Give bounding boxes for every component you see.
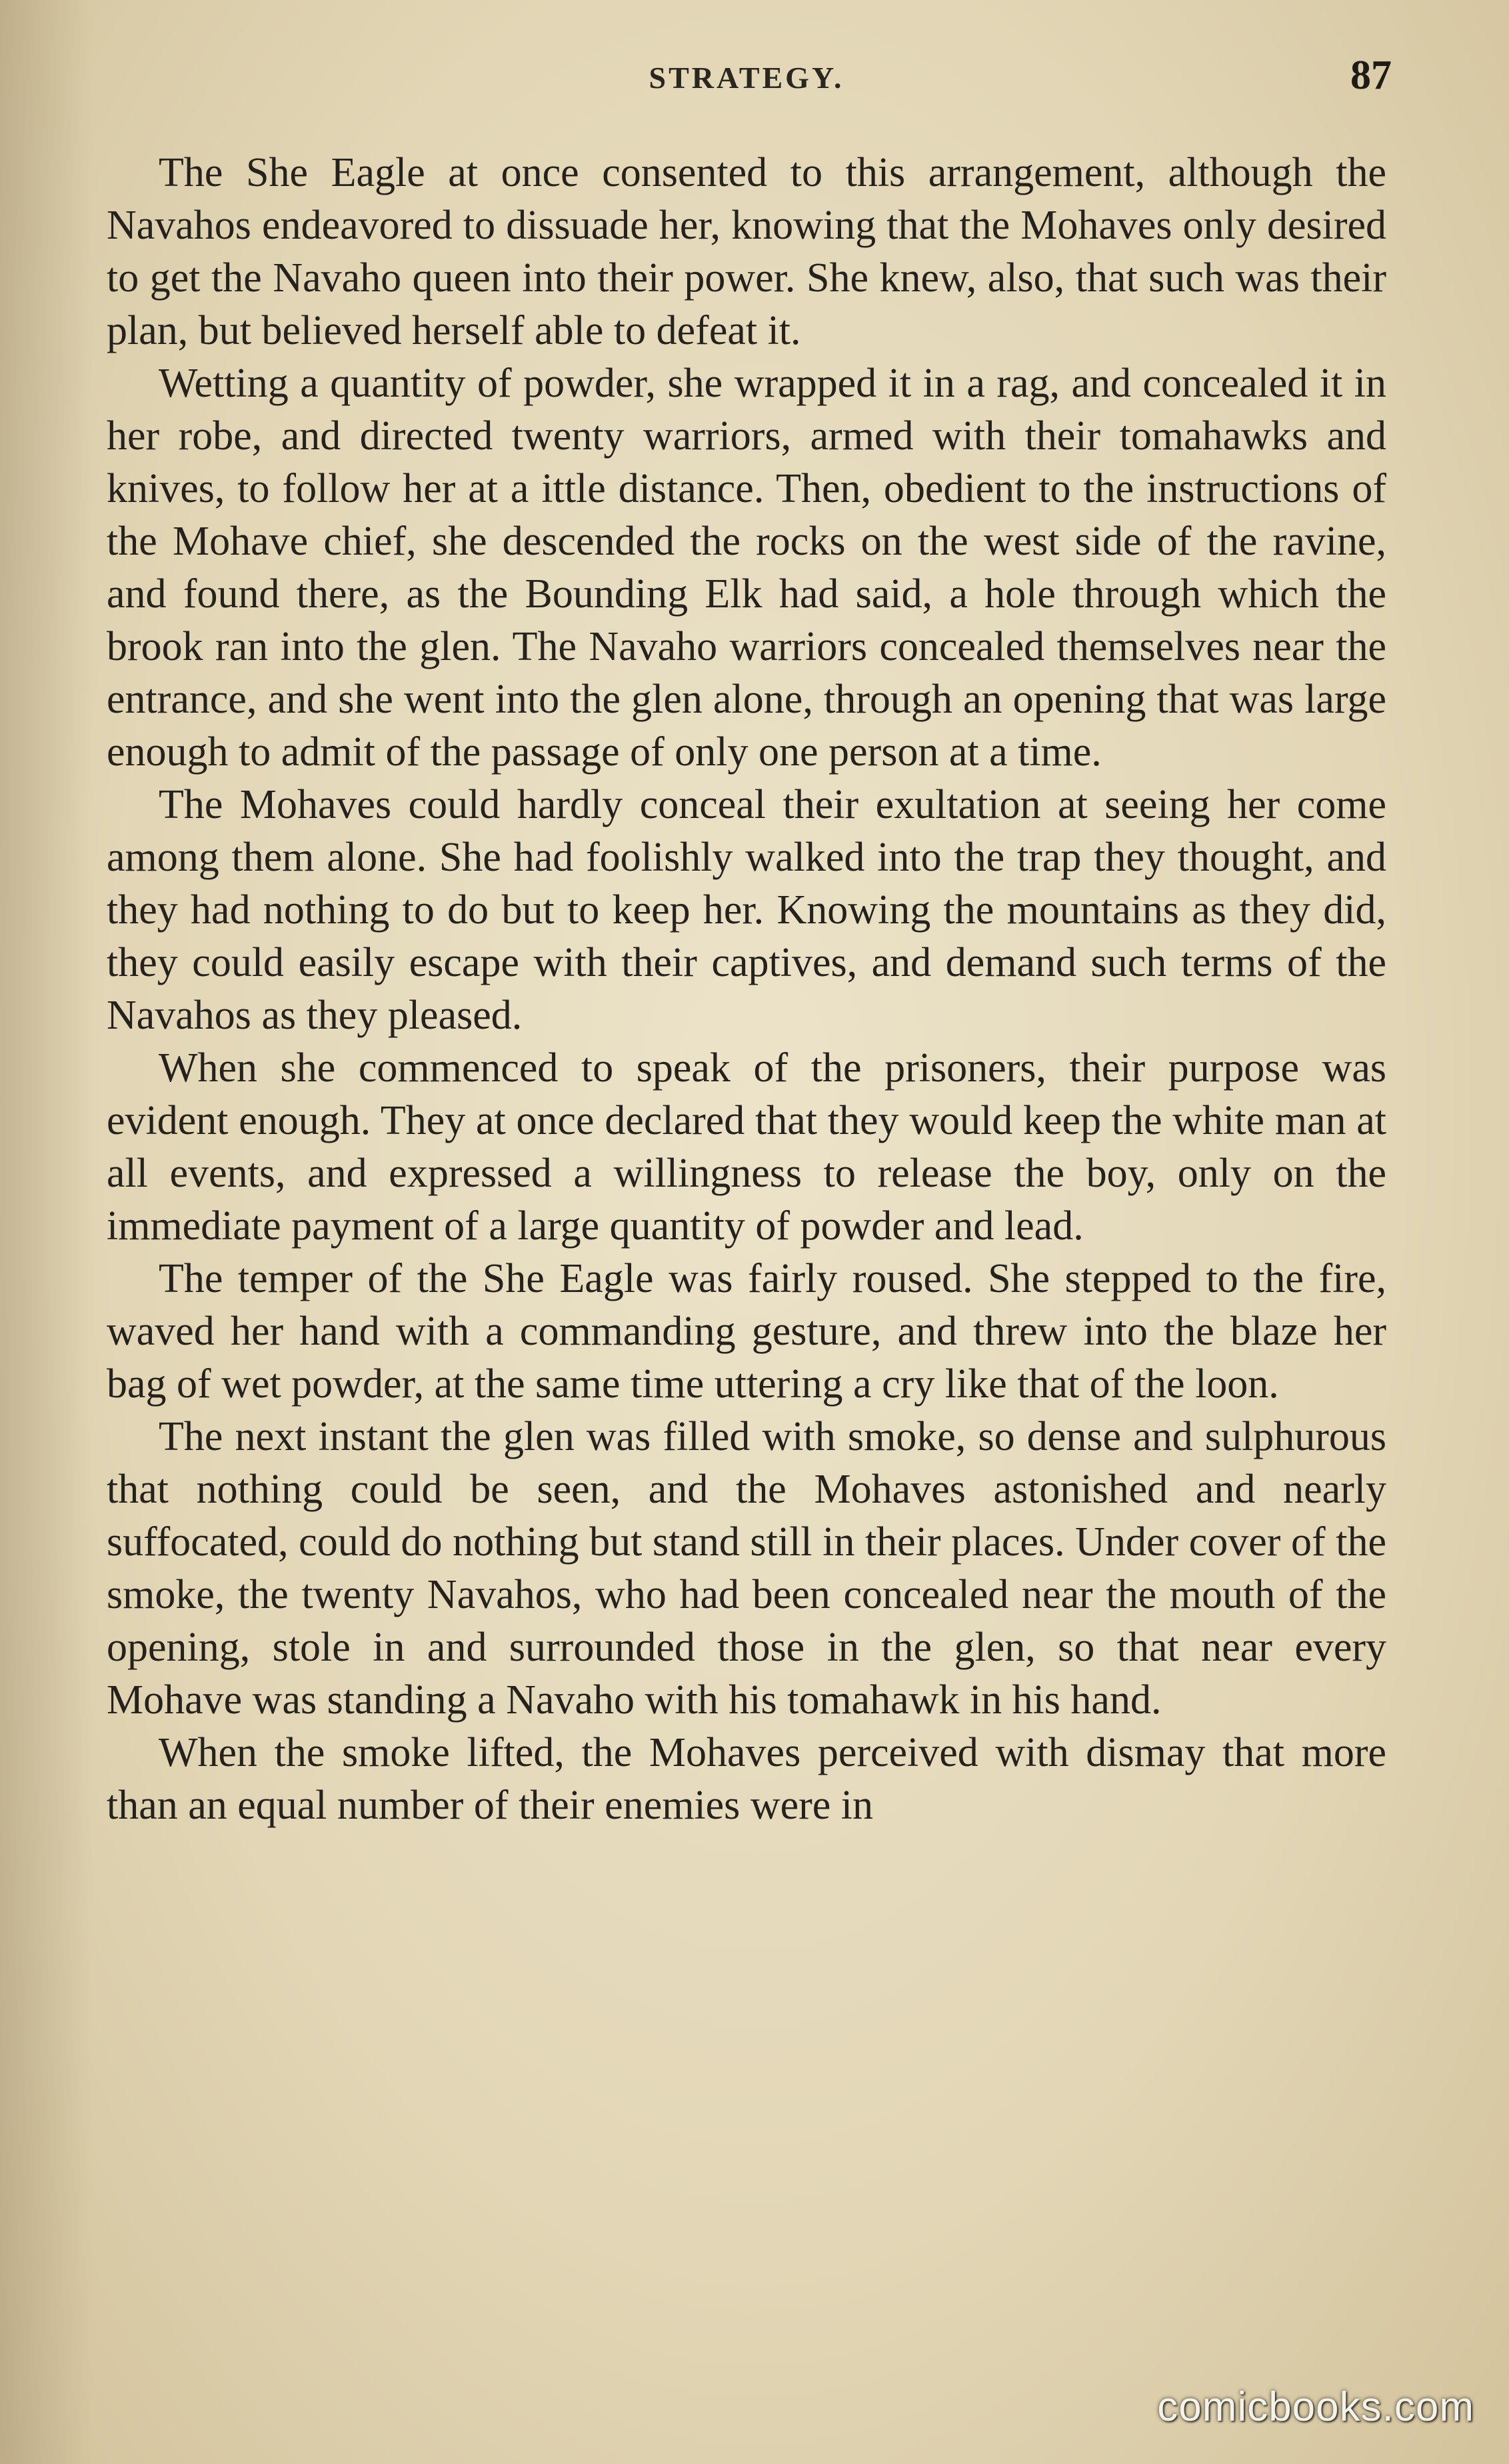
paragraph: When she commenced to speak of the prisoners, their purpose was evident enough. They at once declared that they would keep the white man at all events, and expressed a willingness to release the boy, only on the immediate payment of a large quantity of powder and lead.: [107, 1045, 1386, 1249]
body-text: [107, 147, 1386, 1832]
paragraph: The She Eagle at once consented to this arrangement, although the Navahos endeavored to dissuade her, knowing that the Mohaves only desired to get the Navaho queen into their power. She knew, also, that such was their plan, but believed herself able to defeat it.: [107, 150, 1386, 353]
page-header: [107, 52, 1392, 105]
page-number: 87: [1350, 53, 1392, 98]
paragraph: The next instant the glen was filled with smoke, so dense and sulphurous that nothing could be seen, and the Mohaves astonished and nearly suffocated, could do nothing but stand still in their places. Under cover of the smoke, the twenty Navahos, who had been concealed near the mouth of the opening, stole in and surrounded those in the glen, so that near every Mohave was standing a Navaho with his tomahawk in his hand.: [107, 1414, 1386, 1723]
paragraph: Wetting a quantity of powder, she wrapped it in a rag, and concealed it in her robe, and directed twenty warriors, armed with their tomahawks and knives, to follow her at a ittle distance. Then, obedient to the instructions of the Mohave chief, she descended the rocks on the west side of the ravine, and found there, as the Bounding Elk had said, a hole through which the brook ran into the glen. The Navaho warriors concealed themselves near the entrance, and she went into the glen alone, through an opening that was large enough to admit of the passage of only one person at a time.: [107, 361, 1386, 775]
paragraph: When the smoke lifted, the Mohaves perceived with dismay that more than an equal number of their enemies were in: [107, 1730, 1386, 1828]
paragraph: The temper of the She Eagle was fairly roused. She stepped to the fire, waved her hand with a commanding gesture, and threw into the blaze her bag of wet powder, at the same time uttering a cry like that of the loon.: [107, 1256, 1386, 1407]
site-watermark: comicbooks.com: [1157, 2384, 1474, 2430]
paragraph: The Mohaves could hardly conceal their exultation at seeing her come among them alone. She had foolishly walked into the trap they thought, and they had nothing to do but to keep her. Knowing the mountains as they did, they could easily escape with their captives, and demand such terms of the Navahos as they pleased.: [107, 782, 1386, 1038]
running-head: STRATEGY.: [649, 61, 844, 95]
